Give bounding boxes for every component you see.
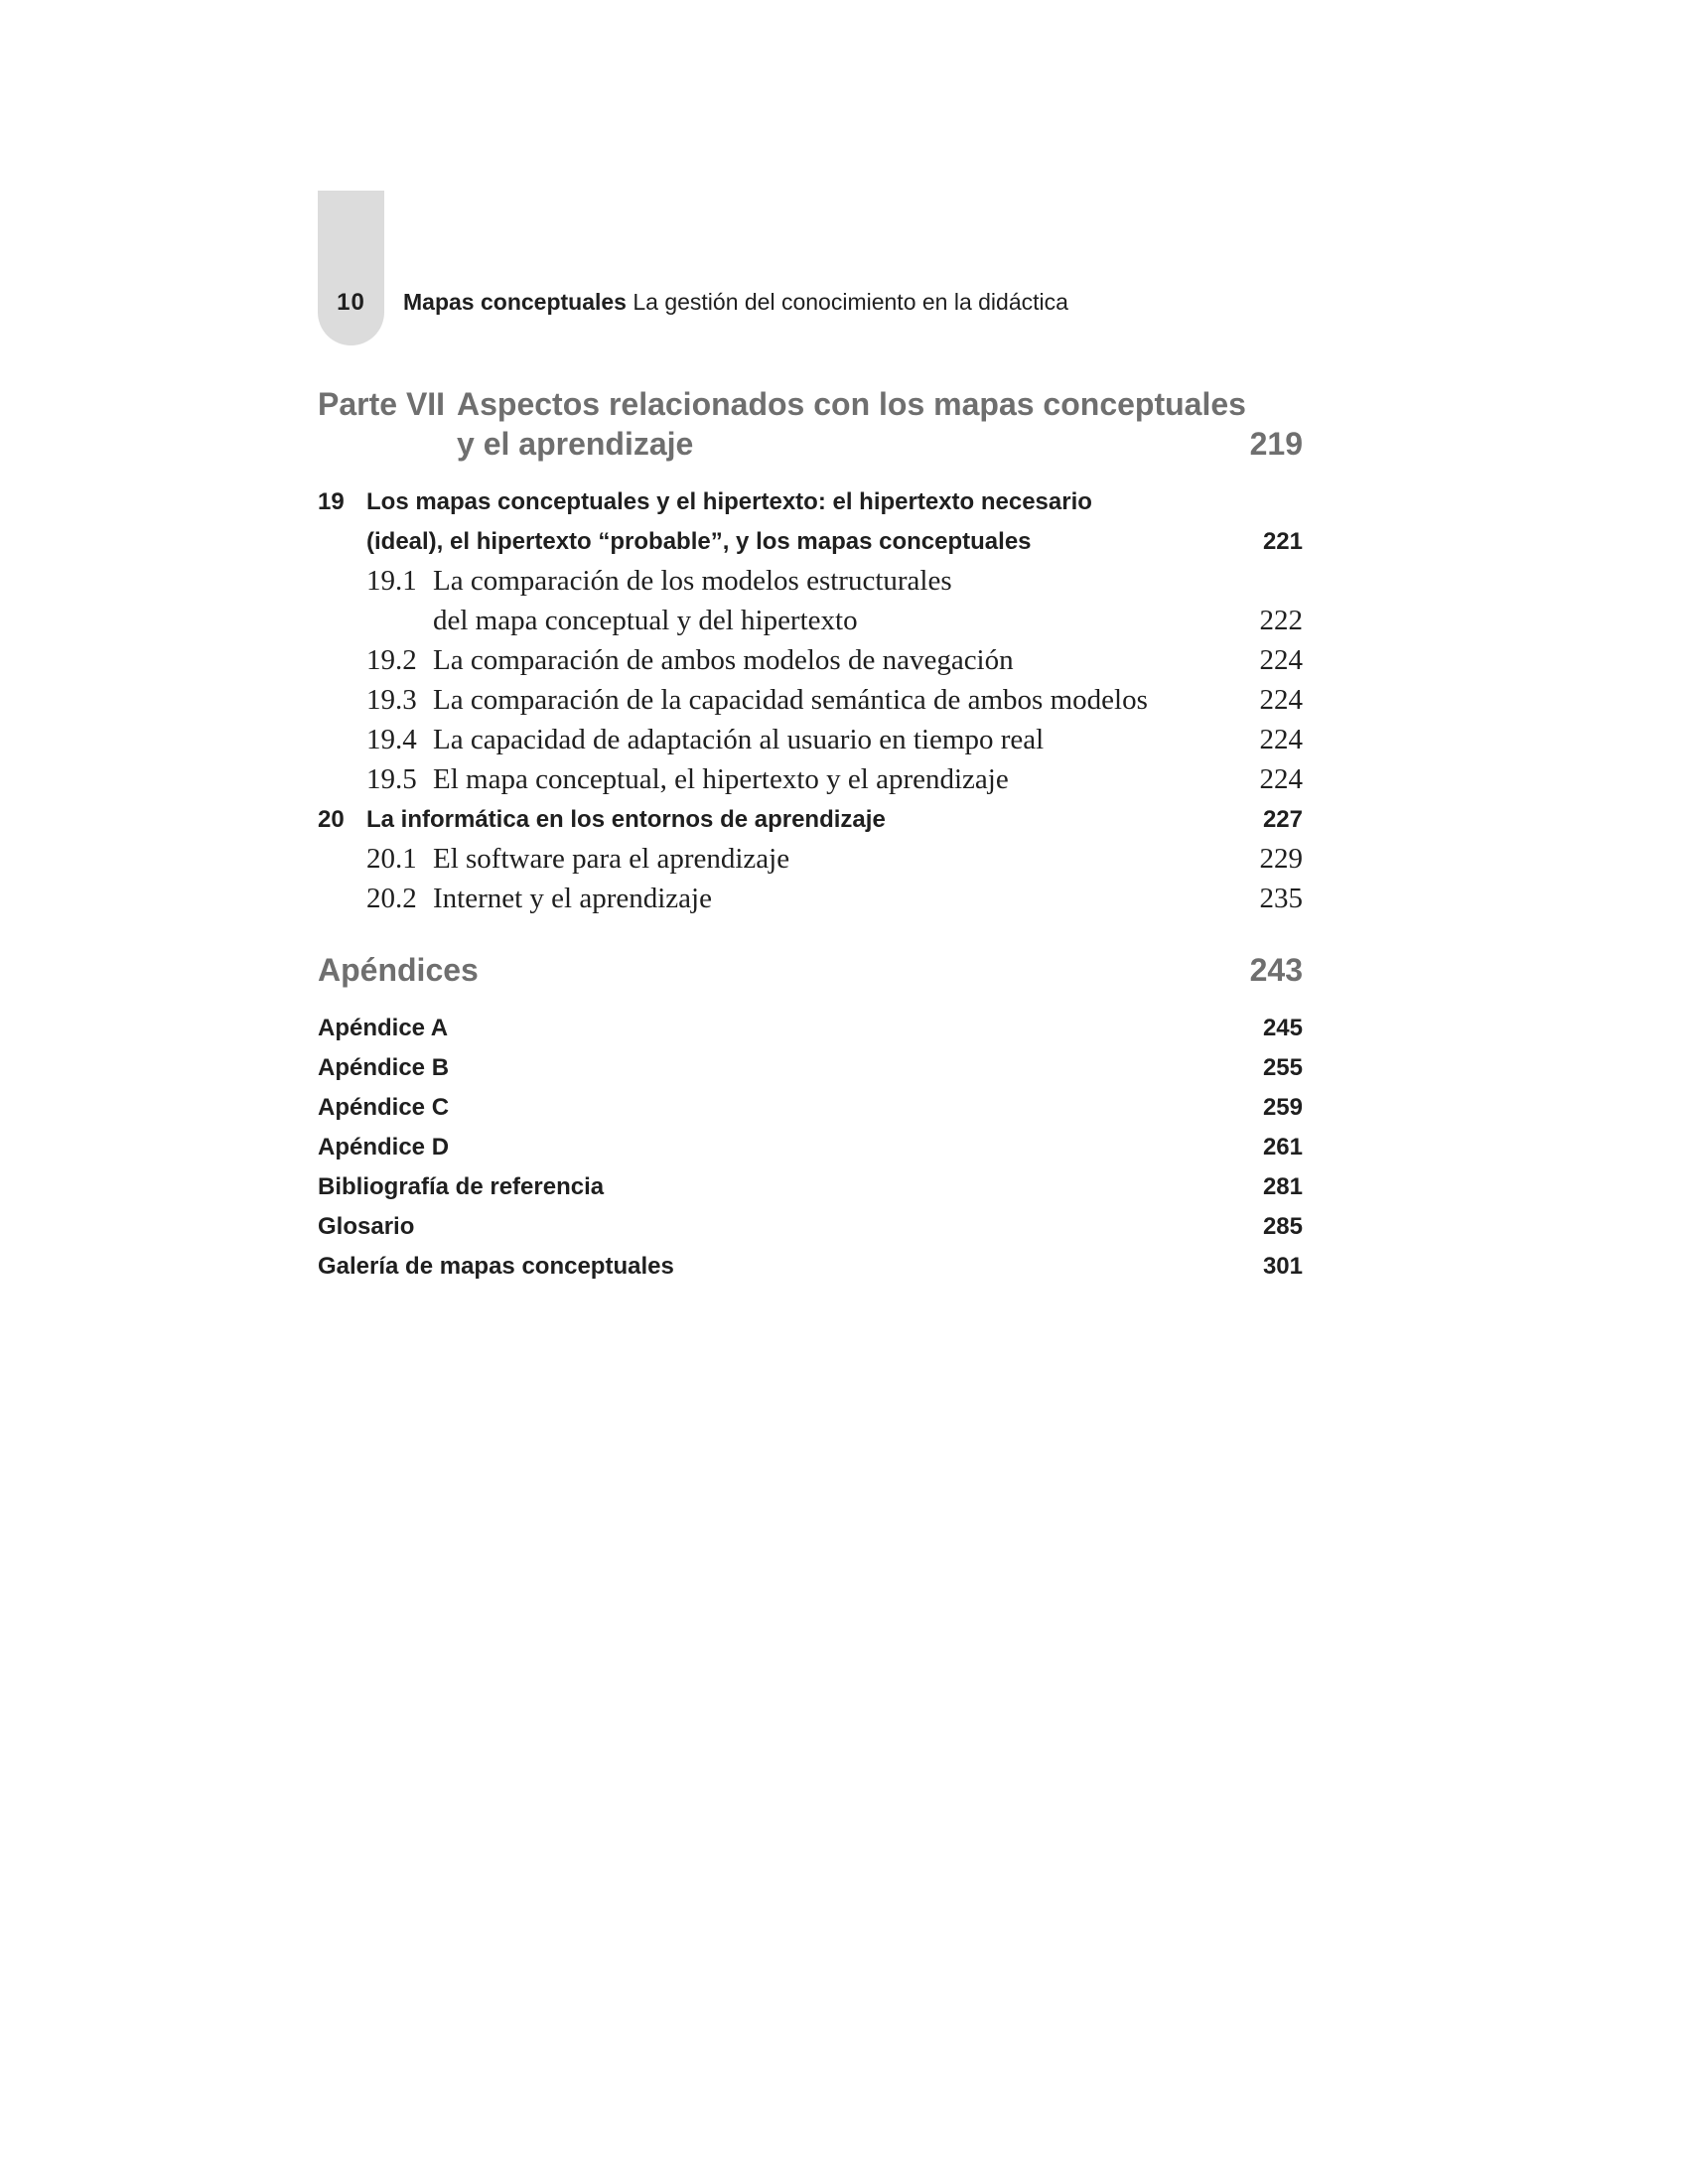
chapter-title-line1: Los mapas conceptuales y el hipertexto: el hipertexto necesario [366, 488, 1092, 515]
running-header [403, 289, 1068, 316]
part-title-line1: Aspectos relacionados con los mapas conceptuales [457, 386, 1246, 422]
chapter-page: 221 [1262, 528, 1303, 555]
appendix-page: 259 [1262, 1094, 1303, 1121]
section-page: 224 [1259, 644, 1303, 676]
chapter-number: 19 [318, 488, 345, 515]
section-number: 19.4 [366, 724, 417, 755]
appendix-page: 255 [1262, 1054, 1303, 1081]
appendix-page: 285 [1262, 1213, 1303, 1240]
section-number: 19.1 [366, 565, 417, 597]
section-page: 235 [1259, 883, 1303, 914]
appendix-page: 281 [1262, 1173, 1303, 1200]
section-page: 224 [1259, 763, 1303, 795]
appendix-title: Apéndice A [318, 1015, 449, 1041]
chapter-number: 20 [318, 806, 345, 833]
book-subtitle: La gestión del conocimiento en la didáctica [633, 289, 1068, 315]
appendix-title: Galería de mapas conceptuales [318, 1253, 674, 1280]
appendix-page: 245 [1262, 1015, 1303, 1041]
part-label: Parte VII [318, 386, 446, 422]
appendices-heading: Apéndices [318, 952, 479, 988]
appendix-title: Apéndice C [318, 1094, 450, 1121]
appendices-page: 243 [1249, 952, 1303, 988]
section-page: 224 [1259, 684, 1303, 716]
appendix-page: 301 [1262, 1253, 1303, 1280]
book-title: Mapas conceptuales [403, 289, 627, 315]
section-number: 20.1 [366, 843, 417, 875]
section-number: 19.2 [366, 644, 417, 676]
section-number: 20.2 [366, 883, 417, 914]
section-page: 222 [1259, 605, 1303, 636]
section-number: 19.5 [366, 763, 417, 795]
appendix-page: 261 [1262, 1134, 1303, 1160]
page-number: 10 [337, 289, 365, 316]
section-title: El software para el aprendizaje [433, 843, 790, 875]
section-title: La comparación de ambos modelos de navegación [433, 644, 1014, 676]
page-number-tab [318, 191, 384, 345]
chapter-title: La informática en los entornos de aprendizaje [366, 806, 886, 833]
section-title: La capacidad de adaptación al usuario en tiempo real [433, 724, 1045, 755]
section-title: El mapa conceptual, el hipertexto y el aprendizaje [433, 763, 1009, 795]
part-title-line2: y el aprendizaje [457, 426, 694, 462]
section-number: 19.3 [366, 684, 417, 716]
appendix-title: Apéndice D [318, 1134, 450, 1160]
section-page: 229 [1259, 843, 1303, 875]
section-title: La comparación de la capacidad semántica de ambos modelos [433, 684, 1148, 716]
section-title: Internet y el aprendizaje [433, 883, 712, 914]
appendix-title: Bibliografía de referencia [318, 1173, 605, 1200]
chapter-title-line2: (ideal), el hipertexto “probable”, y los mapas conceptuales [366, 528, 1032, 555]
section-page: 224 [1259, 724, 1303, 755]
appendix-title: Apéndice B [318, 1054, 450, 1081]
section-title-line2: del mapa conceptual y del hipertexto [433, 605, 858, 636]
chapter-page: 227 [1262, 806, 1303, 833]
appendix-title: Glosario [318, 1213, 415, 1240]
section-title-line1: La comparación de los modelos estructurales [433, 565, 952, 597]
part-page: 219 [1249, 426, 1303, 462]
